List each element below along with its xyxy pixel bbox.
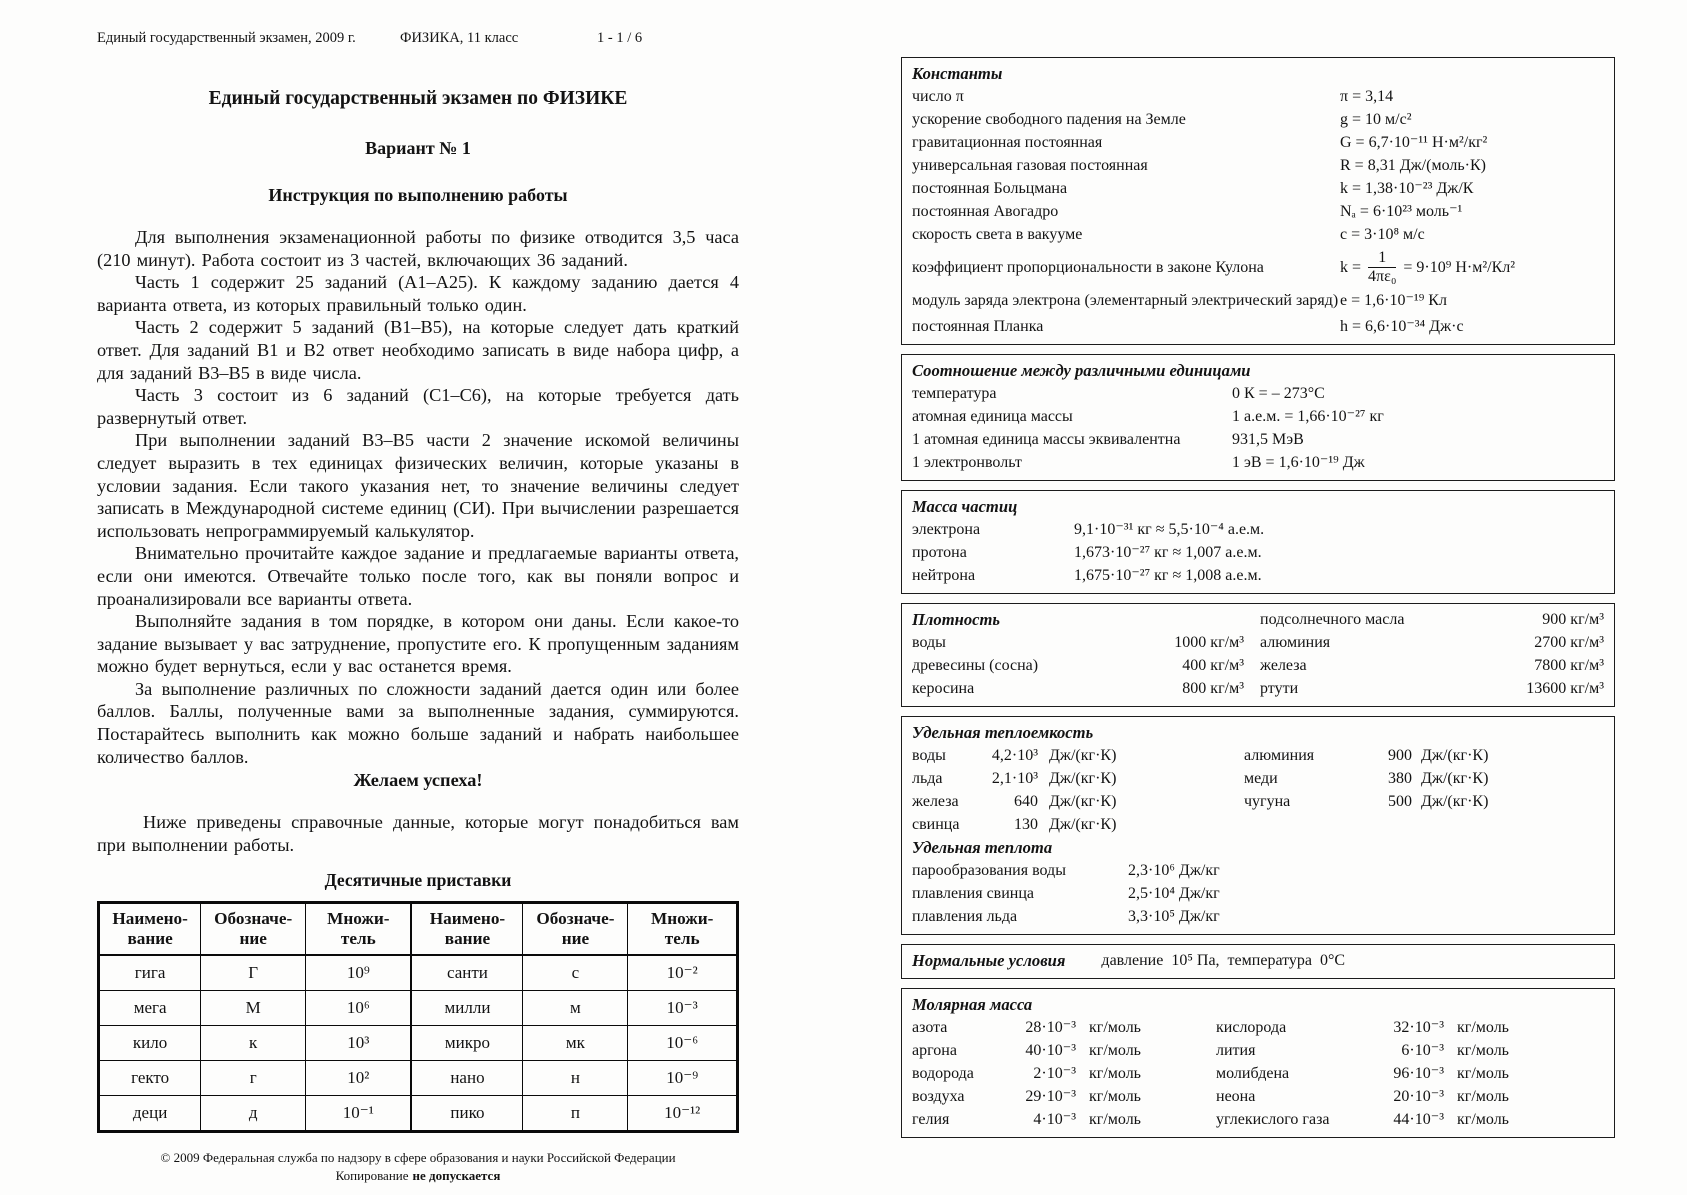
- header-page-number: 1 - 1 / 6: [597, 30, 643, 46]
- molar-right-column: [1216, 1016, 1604, 1131]
- coulomb-prefix: k =: [1340, 259, 1362, 276]
- constant-value: e = 1,6·10⁻¹⁹ Кл: [1340, 292, 1447, 309]
- density-row: [912, 677, 1260, 700]
- heat-row: [912, 744, 1244, 767]
- constant-row: [912, 85, 1604, 108]
- mass-label: протона: [912, 544, 967, 561]
- constant-label: постоянная Больцмана: [912, 180, 1068, 197]
- latent-heat-row: [912, 905, 1604, 928]
- density-section: [901, 603, 1615, 707]
- variant-title: Вариант № 1: [365, 138, 471, 158]
- no-copy-bold: не допускается: [412, 1168, 501, 1184]
- prefixes-table: [97, 901, 739, 1133]
- specific-heat-right-column: [1244, 744, 1604, 836]
- cell: милли: [411, 991, 522, 1026]
- table-row: [99, 955, 738, 991]
- constant-row: [912, 223, 1604, 246]
- relation-row: [912, 428, 1604, 451]
- constant-label: коэффициент пропорциональности в законе Кулона: [912, 259, 1264, 276]
- no-copy-prefix: Копирование: [335, 1168, 409, 1184]
- molar-row: [1216, 1085, 1604, 1108]
- cell: 10⁻¹: [306, 1096, 412, 1132]
- mass-label: нейтрона: [912, 567, 976, 584]
- cell: нано: [411, 1061, 522, 1096]
- cell: с: [523, 955, 628, 991]
- molar-row: [1216, 1062, 1604, 1085]
- copyright-line: © 2009 Федеральная служба по надзору в сфере образования и науки Российской Федерации: [160, 1150, 676, 1166]
- cell: м: [523, 991, 628, 1026]
- constant-label: ускорение свободного падения на Земле: [912, 111, 1186, 128]
- density-label: алюминия: [1260, 634, 1331, 651]
- col-header-symbol: Обозначе- ние: [523, 903, 628, 956]
- mass-row: [912, 564, 1604, 587]
- latent-value: 3,3·10⁵ Дж/кг: [1128, 908, 1220, 925]
- density-label: ртути: [1260, 680, 1299, 697]
- relation-row: [912, 451, 1604, 474]
- density-row: [912, 631, 1260, 654]
- reference-panel: [901, 57, 1615, 1147]
- instruction-text: [97, 226, 739, 768]
- unit-relations-section: [901, 354, 1615, 481]
- relation-value: 1 эВ = 1,6·10⁻¹⁹ Дж: [1232, 454, 1365, 471]
- molar-label: неона: [1216, 1088, 1256, 1105]
- molar-unit: кг/моль: [1457, 1042, 1509, 1059]
- molar-unit: кг/моль: [1089, 1042, 1141, 1059]
- heat-label: алюминия: [1244, 747, 1315, 764]
- mass-label: электрона: [912, 521, 981, 538]
- cell: к: [201, 1026, 306, 1061]
- density-row: [1260, 654, 1604, 677]
- molar-row: [912, 1062, 1216, 1085]
- col-header-name: Наимено- вание: [411, 903, 522, 956]
- molar-label: молибдена: [1216, 1065, 1290, 1082]
- heat-value: 380: [1388, 770, 1412, 787]
- relation-label: атомная единица массы: [912, 408, 1073, 425]
- header-exam-name: Единый государственный экзамен, 2009 г.: [97, 30, 356, 46]
- density-label: железа: [1260, 657, 1307, 674]
- density-right-column: [1260, 608, 1604, 700]
- molar-left-column: [912, 1016, 1216, 1131]
- col-header-multiplier: Множи- тель: [306, 903, 412, 956]
- latent-label: парообразования воды: [912, 862, 1066, 879]
- constant-value: h = 6,6·10⁻³⁴ Дж·с: [1340, 318, 1464, 335]
- specific-heat-left-column: [912, 744, 1244, 836]
- heat-section: [901, 716, 1615, 935]
- density-label: древесины (сосна): [912, 657, 1039, 674]
- heat-row: [1244, 790, 1604, 813]
- cell: г: [201, 1061, 306, 1096]
- density-value: 1000 кг/м³: [1174, 634, 1244, 651]
- heat-unit: Дж/(кг·К): [1049, 747, 1117, 764]
- relation-label: 1 атомная единица массы эквивалентна: [912, 431, 1181, 448]
- cell: 10⁻²: [628, 955, 738, 991]
- molar-unit: кг/моль: [1089, 1088, 1141, 1105]
- no-copy-line: [97, 1167, 739, 1185]
- latent-heat-row: [912, 882, 1604, 905]
- molar-unit: кг/моль: [1089, 1111, 1141, 1128]
- coulomb-suffix: = 9·10⁹ Н·м²/Кл²: [1403, 259, 1516, 276]
- heat-value: 130: [1014, 816, 1038, 833]
- instruction-paragraph: За выполнение различных по сложности заданий дается один или более баллов. Баллы, полученные вами за выполненные задания, суммируются. Постарайтесь выполнить как можно больше заданий и набрать наибольшее количество баллов.: [97, 678, 739, 767]
- density-value: 13600 кг/м³: [1526, 680, 1604, 697]
- heat-row: [912, 767, 1244, 790]
- cell: санти: [411, 955, 522, 991]
- normal-conditions-value: давление 10⁵ Па, температура 0°С: [1101, 952, 1346, 969]
- relation-value: 0 К = – 273°С: [1232, 385, 1325, 402]
- constant-row: [912, 131, 1604, 154]
- col-header-symbol: Обозначе- ние: [201, 903, 306, 956]
- instruction-paragraph: Внимательно прочитайте каждое задание и предлагаемые варианты ответа, если они имеются. Отвечайте только после того, как вы поняли вопрос и проанализировали все варианты ответа.: [97, 543, 739, 609]
- density-value: 2700 кг/м³: [1534, 634, 1604, 651]
- molar-row: [912, 1108, 1216, 1131]
- table-row: [99, 1061, 738, 1096]
- cell: кило: [99, 1026, 201, 1061]
- fraction-numerator: 1: [1368, 249, 1396, 268]
- cell: деци: [99, 1096, 201, 1132]
- instruction-paragraph: Выполняйте задания в том порядке, в котором они даны. Если какое-то задание вызывает у вас затруднение, пропустите его. К пропущенным заданиям можно будет вернуться, если у вас останется время.: [97, 611, 739, 677]
- molar-unit: кг/моль: [1457, 1019, 1509, 1036]
- density-label: воды: [912, 634, 946, 651]
- normal-conditions-row: [912, 949, 1604, 972]
- relation-label: 1 электронвольт: [912, 454, 1022, 471]
- constant-value: R = 8,31 Дж/(моль·К): [1340, 157, 1486, 174]
- section-title: Нормальные условия: [912, 951, 1066, 970]
- constant-label: гравитационная постоянная: [912, 134, 1103, 151]
- molar-row: [912, 1039, 1216, 1062]
- density-row: [912, 654, 1260, 677]
- molar-unit: кг/моль: [1457, 1065, 1509, 1082]
- molar-row: [912, 1085, 1216, 1108]
- molar-value: 6·10⁻³: [1401, 1042, 1444, 1059]
- density-value: 400 кг/м³: [1182, 657, 1244, 674]
- mass-row: [912, 518, 1604, 541]
- mass-row: [912, 541, 1604, 564]
- heat-unit: Дж/(кг·К): [1049, 793, 1117, 810]
- heat-value: 500: [1388, 793, 1412, 810]
- heat-label: железа: [912, 793, 959, 810]
- cell: пико: [411, 1096, 522, 1132]
- header-subject: ФИЗИКА, 11 класс: [400, 30, 519, 46]
- molar-value: 4·10⁻³: [1033, 1111, 1076, 1128]
- heat-value: 2,1·10³: [991, 770, 1038, 787]
- constant-value: Nₐ = 6·10²³ моль⁻¹: [1340, 203, 1463, 220]
- density-value: 800 кг/м³: [1182, 680, 1244, 697]
- reference-note-wrap: [97, 811, 739, 856]
- section-title: Удельная теплоемкость: [912, 723, 1094, 742]
- heat-label: меди: [1244, 770, 1278, 787]
- constant-value: G = 6,7·10⁻¹¹ Н·м²/кг²: [1340, 134, 1488, 151]
- constant-value: π = 3,14: [1340, 88, 1394, 105]
- heat-unit: Дж/(кг·К): [1421, 747, 1489, 764]
- molar-label: воздуха: [912, 1088, 965, 1105]
- heat-label: свинца: [912, 816, 960, 833]
- molar-row: [1216, 1108, 1604, 1131]
- prefixes-header-row: [99, 903, 738, 956]
- fraction: [1368, 249, 1396, 286]
- section-title: Соотношение между различными единицами: [912, 361, 1251, 380]
- molar-unit: кг/моль: [1457, 1088, 1509, 1105]
- instruction-heading: Инструкция по выполнению работы: [268, 185, 568, 205]
- col-header-multiplier: Множи- тель: [628, 903, 738, 956]
- instruction-paragraph: Часть 2 содержит 5 заданий (В1–В5), на которые следует дать краткий ответ. Для заданий В1 и В2 ответ необходимо записать в виде набора цифр, а для заданий В3–В5 в виде числа.: [97, 317, 739, 383]
- cell: Г: [201, 955, 306, 991]
- running-header: [97, 30, 739, 50]
- reference-note: Ниже приведены справочные данные, которые могут понадобиться вам при выполнении работы.: [97, 812, 739, 855]
- left-page: [97, 30, 739, 1185]
- density-left-column: [912, 608, 1260, 700]
- density-label: подсолнечного масла: [1260, 611, 1405, 628]
- heat-label: чугуна: [1244, 793, 1291, 810]
- instruction-paragraph: Для выполнения экзаменационной работы по физике отводится 3,5 часа (210 минут). Работа состоит из 3 частей, включающих 36 заданий.: [97, 227, 739, 270]
- constant-label: постоянная Авогадро: [912, 203, 1059, 220]
- cell: 10⁻⁹: [628, 1061, 738, 1096]
- heat-unit: Дж/(кг·К): [1049, 816, 1117, 833]
- molar-label: аргона: [912, 1042, 957, 1059]
- molar-label: кислорода: [1216, 1019, 1287, 1036]
- molar-value: 96·10⁻³: [1393, 1065, 1444, 1082]
- section-title: Константы: [912, 64, 1003, 83]
- coulomb-constant-row: [912, 249, 1604, 286]
- molar-value: 20·10⁻³: [1393, 1088, 1444, 1105]
- constants-section: [901, 57, 1615, 345]
- constant-label: модуль заряда электрона (элементарный электрический заряд): [912, 292, 1339, 309]
- relation-value: 931,5 МэВ: [1232, 431, 1304, 448]
- density-columns: [912, 608, 1604, 700]
- cell: микро: [411, 1026, 522, 1061]
- molar-row: [1216, 1016, 1604, 1039]
- molar-mass-section: [901, 988, 1615, 1138]
- molar-label: водорода: [912, 1065, 974, 1082]
- heat-value: 4,2·10³: [991, 747, 1038, 764]
- constant-value: c = 3·10⁸ м/с: [1340, 226, 1425, 243]
- constant-row: [912, 108, 1604, 131]
- constant-label: универсальная газовая постоянная: [912, 157, 1148, 174]
- density-row: [1260, 631, 1604, 654]
- density-value: 7800 кг/м³: [1534, 657, 1604, 674]
- copyright-footer: [97, 1149, 739, 1185]
- heat-unit: Дж/(кг·К): [1421, 793, 1489, 810]
- cell: д: [201, 1096, 306, 1132]
- heat-label: воды: [912, 747, 946, 764]
- particle-masses-section: [901, 490, 1615, 594]
- molar-label: лития: [1216, 1042, 1256, 1059]
- density-row: [1260, 677, 1604, 700]
- cell: гига: [99, 955, 201, 991]
- electron-charge-row: [912, 289, 1604, 312]
- col-header-name: Наимено- вание: [99, 903, 201, 956]
- molar-unit: кг/моль: [1089, 1065, 1141, 1082]
- fraction-denominator: 4πε₀: [1368, 268, 1397, 285]
- instruction-paragraph: Часть 1 содержит 25 заданий (А1–А25). К каждому заданию дается 4 варианта ответа, из которых правильный только один.: [97, 272, 739, 315]
- cell: 10⁻⁶: [628, 1026, 738, 1061]
- heat-unit: Дж/(кг·К): [1421, 770, 1489, 787]
- constant-row: [912, 177, 1604, 200]
- instruction-paragraph: При выполнении заданий В3–В5 части 2 значение искомой величины следует выразить в тех единицах физических величин, которые указаны в условии задания. Если такого указания нет, то значение величины следует записать в Международной системе единиц (СИ). При вычислении разрешается использовать непрограммируемый калькулятор.: [97, 430, 739, 541]
- planck-row: [912, 315, 1604, 338]
- success-wish: Желаем успеха!: [353, 770, 483, 791]
- instruction-paragraph: Часть 3 состоит из 6 заданий (С1–С6), на которые требуется дать развернутый ответ.: [97, 385, 739, 428]
- table-row: [99, 1026, 738, 1061]
- section-title: Плотность: [912, 610, 1000, 629]
- molar-value: 2·10⁻³: [1033, 1065, 1076, 1082]
- heat-row: [1244, 767, 1604, 790]
- molar-label: гелия: [912, 1111, 950, 1128]
- latent-value: 2,5·10⁴ Дж/кг: [1128, 885, 1220, 902]
- mass-value: 9,1·10⁻³¹ кг ≈ 5,5·10⁻⁴ а.е.м.: [1074, 521, 1265, 538]
- molar-label: углекислого газа: [1216, 1111, 1330, 1128]
- molar-value: 40·10⁻³: [1025, 1042, 1076, 1059]
- heat-row: [912, 813, 1244, 836]
- constant-label: скорость света в вакууме: [912, 226, 1083, 243]
- density-row: [1260, 608, 1604, 631]
- molar-value: 28·10⁻³: [1025, 1019, 1076, 1036]
- cell: 10²: [306, 1061, 412, 1096]
- table-row: [99, 1096, 738, 1132]
- heat-value: 900: [1388, 747, 1412, 764]
- relation-label: температура: [912, 385, 997, 402]
- latent-heat-row: [912, 859, 1604, 882]
- prefixes-title: Десятичные приставки: [324, 870, 512, 891]
- constant-row: [912, 154, 1604, 177]
- molar-unit: кг/моль: [1457, 1111, 1509, 1128]
- molar-value: 29·10⁻³: [1025, 1088, 1076, 1105]
- section-title: Удельная теплота: [912, 838, 1053, 857]
- cell: 10⁶: [306, 991, 412, 1026]
- cell: п: [523, 1096, 628, 1132]
- cell: гекто: [99, 1061, 201, 1096]
- molar-label: азота: [912, 1019, 948, 1036]
- cell: 10⁻³: [628, 991, 738, 1026]
- heat-value: 640: [1014, 793, 1038, 810]
- cell: 10⁹: [306, 955, 412, 991]
- heat-row: [1244, 744, 1604, 767]
- cell: 10³: [306, 1026, 412, 1061]
- cell: 10⁻¹²: [628, 1096, 738, 1132]
- specific-heat-columns: [912, 744, 1604, 836]
- coulomb-formula: [1340, 249, 1604, 286]
- latent-label: плавления льда: [912, 908, 1018, 925]
- constant-row: [912, 200, 1604, 223]
- density-value: 900 кг/м³: [1542, 611, 1604, 628]
- molar-row: [1216, 1039, 1604, 1062]
- heat-label: льда: [912, 770, 943, 787]
- relation-row: [912, 405, 1604, 428]
- section-title: Масса частиц: [912, 497, 1018, 516]
- constant-value: g = 10 м/с²: [1340, 111, 1412, 128]
- normal-conditions-section: [901, 944, 1615, 979]
- mass-value: 1,673·10⁻²⁷ кг ≈ 1,007 а.е.м.: [1074, 544, 1262, 561]
- constant-label: постоянная Планка: [912, 318, 1044, 335]
- cell: н: [523, 1061, 628, 1096]
- cell: М: [201, 991, 306, 1026]
- molar-value: 44·10⁻³: [1393, 1111, 1444, 1128]
- cell: мк: [523, 1026, 628, 1061]
- molar-mass-columns: [912, 1016, 1604, 1131]
- section-title: Молярная масса: [912, 995, 1033, 1014]
- molar-value: 32·10⁻³: [1393, 1019, 1444, 1036]
- cell: мега: [99, 991, 201, 1026]
- relation-row: [912, 382, 1604, 405]
- constant-label: число π: [912, 88, 964, 105]
- mass-value: 1,675·10⁻²⁷ кг ≈ 1,008 а.е.м.: [1074, 567, 1262, 584]
- heat-unit: Дж/(кг·К): [1049, 770, 1117, 787]
- constant-value: k = 1,38·10⁻²³ Дж/К: [1340, 180, 1474, 197]
- latent-label: плавления свинца: [912, 885, 1035, 902]
- density-label: керосина: [912, 680, 975, 697]
- latent-value: 2,3·10⁶ Дж/кг: [1128, 862, 1220, 879]
- heat-row: [912, 790, 1244, 813]
- page-title: Единый государственный экзамен по ФИЗИКЕ: [208, 88, 628, 109]
- relation-value: 1 а.е.м. = 1,66·10⁻²⁷ кг: [1232, 408, 1384, 425]
- table-row: [99, 991, 738, 1026]
- molar-row: [912, 1016, 1216, 1039]
- molar-unit: кг/моль: [1089, 1019, 1141, 1036]
